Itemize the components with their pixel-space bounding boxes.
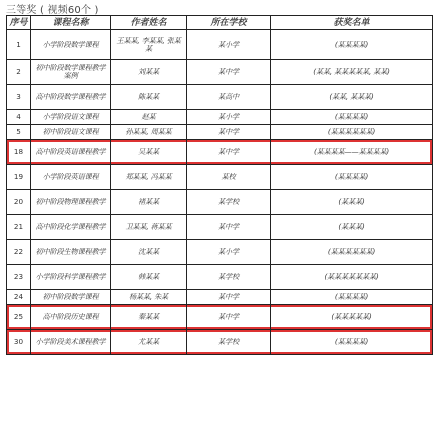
cell-name: 初中阶段数学课程 [31, 290, 111, 305]
cell-name: 初中阶段生物课程教学 [31, 240, 111, 265]
cell-author: 尤某某 [111, 330, 187, 355]
cell-school: 某中学 [187, 125, 271, 140]
cell-no: 30 [7, 330, 31, 355]
table-body [7, 30, 433, 355]
cell-no: 4 [7, 110, 31, 125]
cell-name: 初中阶段语文课程 [31, 125, 111, 140]
cell-name: 初中阶段物理课程教学 [31, 190, 111, 215]
table-row [7, 330, 433, 355]
cell-author: 卫某某, 蒋某某 [111, 215, 187, 240]
cell-school: 某中学 [187, 305, 271, 330]
cell-author: 吴某某 [111, 140, 187, 165]
cell-no: 18 [7, 140, 31, 165]
cell-no: 19 [7, 165, 31, 190]
table-row [7, 165, 433, 190]
cell-school: 某小学 [187, 110, 271, 125]
cell-result: (某某某某) [271, 330, 433, 355]
cell-result: (某某某某) [271, 30, 433, 60]
cell-name: 初中阶段数学课程教学案例 [31, 60, 111, 85]
cell-result: (某某某某) [271, 110, 433, 125]
cell-school: 某中学 [187, 215, 271, 240]
cell-result: (某某某) [271, 190, 433, 215]
cell-school: 某中学 [187, 140, 271, 165]
cell-school: 某中学 [187, 60, 271, 85]
header-result: 获奖名单 [271, 16, 433, 30]
cell-author: 沈某某 [111, 240, 187, 265]
cell-no: 22 [7, 240, 31, 265]
table-row [7, 85, 433, 110]
cell-school: 某小学 [187, 30, 271, 60]
cell-result: (某某某某) [271, 165, 433, 190]
cell-school: 某学校 [187, 330, 271, 355]
cell-no: 2 [7, 60, 31, 85]
cell-name: 小学阶段数学课程 [31, 30, 111, 60]
page-title: 三等奖 ( 视频60个 ) [6, 5, 99, 16]
table-row [7, 110, 433, 125]
cell-result: (某某, 某某某某某, 某某) [271, 60, 433, 85]
cell-name: 高中阶段历史课程 [31, 305, 111, 330]
cell-name: 高中阶段英语课程教学 [31, 140, 111, 165]
cell-name: 高中阶段化学课程教学 [31, 215, 111, 240]
table-row [7, 240, 433, 265]
table-row [7, 265, 433, 290]
table-row [7, 140, 433, 165]
cell-result: (某某某某某某某) [271, 265, 433, 290]
cell-author: 王某某, 李某某, 张某某 [111, 30, 187, 60]
cell-no: 1 [7, 30, 31, 60]
cell-name: 小学阶段英语课程 [31, 165, 111, 190]
cell-school: 某高中 [187, 85, 271, 110]
cell-result: (某某, 某某某) [271, 85, 433, 110]
cell-author: 郑某某, 冯某某 [111, 165, 187, 190]
cell-no: 5 [7, 125, 31, 140]
cell-no: 20 [7, 190, 31, 215]
table-row [7, 125, 433, 140]
cell-no: 3 [7, 85, 31, 110]
cell-result: (某某某某某某) [271, 240, 433, 265]
cell-school: 某学校 [187, 190, 271, 215]
header-school: 所在学校 [187, 16, 271, 30]
header-course: 课程名称 [31, 16, 111, 30]
table-row [7, 215, 433, 240]
cell-school: 某小学 [187, 240, 271, 265]
cell-author: 孙某某, 周某某 [111, 125, 187, 140]
cell-result: (某某某某) [271, 290, 433, 305]
cell-school: 某校 [187, 165, 271, 190]
header-author: 作者姓名 [111, 16, 187, 30]
cell-name: 高中阶段数学课程教学 [31, 85, 111, 110]
cell-author: 杨某某, 朱某 [111, 290, 187, 305]
table-header-row [7, 16, 433, 30]
cell-no: 25 [7, 305, 31, 330]
cell-no: 24 [7, 290, 31, 305]
cell-result: (某某某某某某) [271, 125, 433, 140]
cell-no: 23 [7, 265, 31, 290]
cell-author: 韩某某 [111, 265, 187, 290]
cell-author: 褚某某 [111, 190, 187, 215]
cell-result: (某某某) [271, 215, 433, 240]
cell-result: (某某某某——某某某某) [271, 140, 433, 165]
table-row [7, 290, 433, 305]
header-no: 序号 [7, 16, 31, 30]
table-row [7, 60, 433, 85]
cell-name: 小学阶段美术课程教学 [31, 330, 111, 355]
cell-school: 某学校 [187, 265, 271, 290]
cell-school: 某中学 [187, 290, 271, 305]
cell-author: 秦某某 [111, 305, 187, 330]
cell-author: 刘某某 [111, 60, 187, 85]
cell-result: (某某某某某) [271, 305, 433, 330]
awards-table [6, 15, 433, 355]
table-row [7, 190, 433, 215]
cell-author: 赵某 [111, 110, 187, 125]
table-row [7, 305, 433, 330]
cell-author: 陈某某 [111, 85, 187, 110]
cell-name: 小学阶段科学课程教学 [31, 265, 111, 290]
cell-no: 21 [7, 215, 31, 240]
table-row [7, 30, 433, 60]
cell-name: 小学阶段语文课程 [31, 110, 111, 125]
